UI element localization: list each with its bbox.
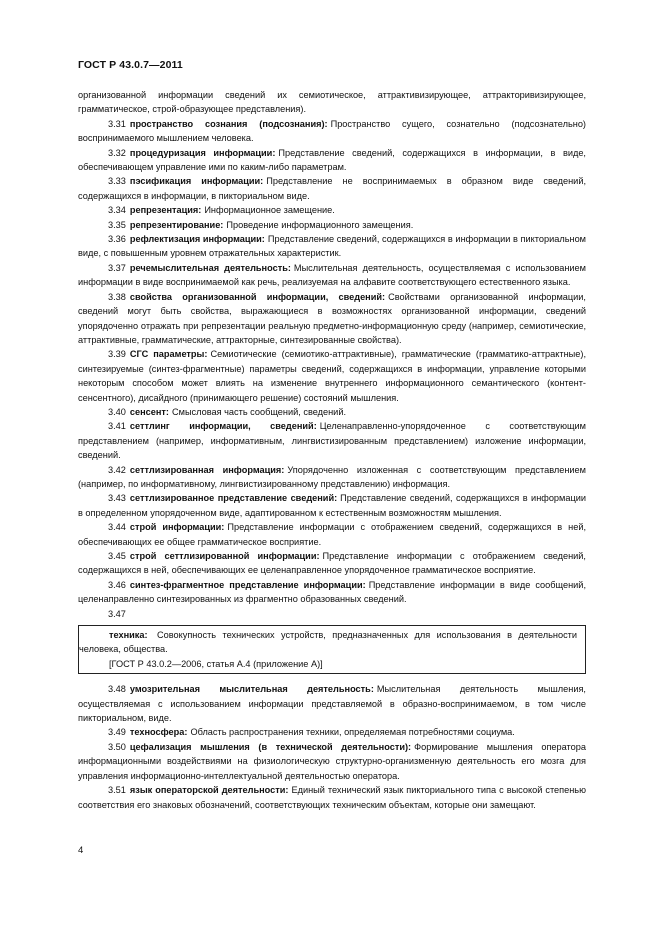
term-entry [78, 261, 586, 290]
document-body [78, 88, 586, 812]
boxed-entry-number-line [78, 607, 586, 621]
term-entry [78, 520, 586, 549]
term-entry [78, 463, 586, 492]
boxed-entry-term: техника: [109, 630, 148, 641]
entry-definition: Проведение информационного замещения. [226, 219, 414, 230]
entry-definition: Свойствами организованной информации, сведений могут быть свойства, выражающиеся в возможностях организованной информации, сведений упорядоченно отражать при репрезентации реальную предметно-информационную среду (например, семиотические, аттрактивные, грамматические, аттракторные, синтезированные свойства). [78, 291, 586, 345]
entry-number: 3.44 [108, 522, 126, 533]
entry-term: пэсификация информации: [129, 176, 264, 187]
entry-definition: Целенаправленно-упорядоченное с соответствующим представлением (например, информативным, лингвистизированным представлением) изложение информации, сведений. [78, 421, 586, 461]
entry-definition: Представление сведений, содержащихся в информации в определенном упорядоченном виде, адаптированном к естественным возможностям мышления. [78, 493, 586, 518]
entry-term: СГС параметры: [129, 349, 208, 360]
boxed-entry-frame [78, 625, 586, 674]
entry-term: язык операторской деятельности: [129, 785, 289, 796]
term-entry [78, 682, 586, 725]
entry-term: пространство сознания (подсознания): [129, 118, 328, 129]
entry-definition: Область распространения техники, определяемая потребностями социума. [190, 727, 515, 738]
entry-term: сеттлинг информации, сведений: [129, 421, 317, 432]
entry-number: 3.36 [108, 234, 126, 245]
term-entry [78, 405, 586, 419]
entry-number: 3.41 [108, 421, 126, 432]
entry-term: строй информации: [129, 522, 225, 533]
entry-number: 3.51 [108, 785, 126, 796]
entry-number: 3.35 [108, 219, 126, 230]
entry-number: 3.37 [108, 262, 126, 273]
entry-definition: Представление сведений, содержащихся в информации, в виде, обеспечивающем управление ими по каким-либо параметрам. [78, 147, 586, 173]
entry-term: техносфера: [129, 727, 188, 738]
entry-definition: Семиотические (семиотико-аттрактивные), грамматические (грамматико-аттрактные), синтезируемые (синтез-фрагментные) параметры сведений, содержащихся в информации, управление которыми некоторым способом может влиять на изменение внутреннего информационного семантического (контент-сенсентного), дисайдного (принимающего решение) состояний мышления. [78, 349, 586, 403]
entry-term: сеттлизированная информация: [129, 464, 285, 475]
entry-term: репрезентирование: [129, 219, 224, 230]
term-entry [78, 290, 586, 348]
document-header: ГОСТ Р 43.0.7—2011 [78, 59, 183, 71]
term-entry [78, 232, 586, 261]
entry-definition: Формирование мышления оператора информационными воздействиями на физиологическую структурно-организменную деятельность его мозга для управления информационно-интеллектуальной деятельностью оператора. [78, 741, 586, 781]
term-entry [78, 419, 586, 462]
entry-number: 3.38 [108, 291, 126, 302]
entry-definition: Упорядоченно изложенная с соответствующим представлением (например, по информативному, лингвистизированному представлению) информация. [78, 464, 586, 489]
entry-definition: Представление сведений, содержащихся в информации в пикториальном виде, с повышенным уровнем отражательных характеристик. [78, 234, 586, 259]
intro-paragraph: организованной информации сведений их семиотическое, аттрактивизирующее, аттракторивизирующее, грамматическое, строй-образующее представления). [78, 90, 586, 115]
entry-definition: Представление не воспринимаемых в образном виде сведений, содержащихся в информации, в пикториальном виде. [78, 176, 587, 201]
entry-term: свойства организованной информации, сведений: [129, 291, 386, 302]
entry-number: 3.34 [108, 205, 126, 216]
term-entry [78, 578, 586, 607]
boxed-entry-definition: Совокупность технических устройств, предназначенных для использования в деятельности человека, общества. [79, 630, 577, 655]
entry-term: речемыслительная деятельность: [129, 262, 291, 273]
entry-number: 3.50 [108, 741, 126, 752]
entry-definition: Представление информации с отображением сведений, содержащихся в ней, обеспечивающих ее целенаправленное упорядоченное грамматическое восприятие. [78, 551, 586, 576]
term-entry [78, 174, 586, 203]
term-entry [78, 725, 586, 739]
entry-term: синтез-фрагментное представление информации: [129, 579, 366, 590]
entry-number: 3.48 [108, 684, 126, 695]
entry-number: 3.46 [108, 579, 126, 590]
entry-number: 3.39 [108, 349, 126, 360]
entry-term: строй сеттлизированной информации: [129, 551, 320, 561]
entry-term: процедуризация информации: [129, 147, 276, 158]
entries-list [78, 117, 586, 607]
entry-number: 3.33 [108, 176, 126, 187]
entry-term: умозрительная мыслительная деятельность: [129, 684, 374, 695]
entry-number: 3.42 [108, 464, 126, 475]
entry-number: 3.31 [108, 118, 126, 129]
entry-definition: Мыслительная деятельность, осуществляемая с использованием информации в виде воспринимаемой как речь, реализуемая на алфавите соответствующего естественного языка. [78, 262, 586, 288]
entry-definition: Представление информации с отображением сведений, содержащихся в ней, обеспечивающих ее общее грамматическое восприятие. [78, 522, 586, 547]
entry-number: 3.32 [108, 147, 126, 158]
boxed-entry-reference: [ГОСТ Р 43.0.2—2006, статья А.4 (приложение А)] [109, 658, 323, 669]
term-entry [78, 218, 586, 232]
entry-term: рефлектизация информации: [129, 234, 265, 245]
entry-number: 3.43 [108, 493, 126, 504]
page-number: 4 [78, 845, 84, 856]
term-entry [78, 740, 586, 783]
term-entry [78, 146, 586, 175]
entry-term: сенсент: [129, 406, 169, 417]
entries-list-after [78, 682, 586, 812]
entry-definition: Смысловая часть сообщений, сведений. [172, 406, 347, 417]
entry-definition: Представление информации в виде сообщений, целенаправленно синтезированных из фрагментно образованных сведений. [78, 579, 586, 605]
entry-number: 3.40 [108, 406, 126, 417]
boxed-entry-text [79, 628, 577, 657]
term-entry [78, 491, 586, 520]
entry-term: репрезентация: [129, 205, 202, 216]
entry-definition: Мыслительная деятельность мышления, осуществляемая с использованием информации представляемой в образно-воспринимаемом, в том числе пикториальном, виде. [78, 684, 586, 724]
entry-definition: Единый технический язык пикториального типа с высокой степенью соответствия его знаковых обозначений, соответствующих техническим объектам, которые они замещают. [78, 785, 586, 810]
boxed-entry-number: 3.47 [108, 608, 126, 619]
term-entry [78, 347, 586, 405]
term-entry [78, 783, 586, 812]
entry-term: сеттлизированное представление сведений: [129, 493, 338, 504]
entry-number: 3.45 [108, 551, 126, 561]
term-entry [78, 203, 586, 217]
term-entry [78, 549, 586, 578]
entry-number: 3.49 [108, 727, 126, 738]
entry-definition: Пространство сущего, сознательно (подсознательно) воспринимаемого мышлением человека. [78, 118, 586, 144]
entry-term: цефализация мышления (в технической деятельности): [129, 741, 412, 752]
entry-definition: Информационное замещение. [204, 205, 335, 216]
term-entry [78, 117, 586, 146]
